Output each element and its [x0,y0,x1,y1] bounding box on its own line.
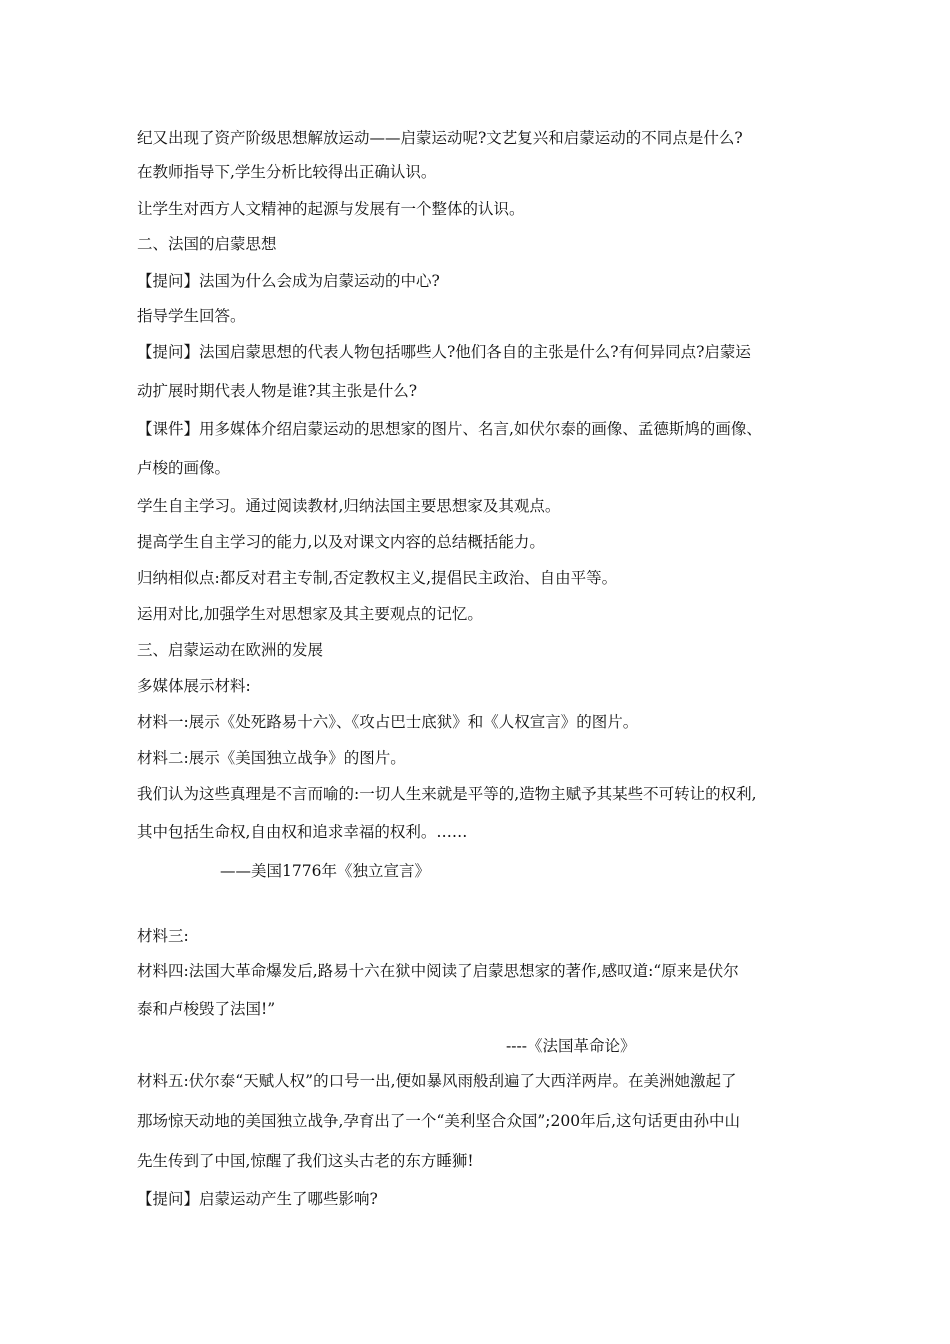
text-line: 【提问】启蒙运动产生了哪些影响? [137,1190,378,1208]
text-line: 运用对比,加强学生对思想家及其主要观点的记忆。 [137,605,483,623]
quote-source: ——美国1776年《独立宣言》 [220,862,430,880]
text-line: 材料四:法国大革命爆发后,路易十六在狱中阅读了启蒙思想家的著作,感叹道:“原来是伏尔 [137,962,739,980]
quote-line: 其中包括生命权,自由权和追求幸福的权利。…… [137,823,468,841]
text-line: 让学生对西方人文精神的起源与发展有一个整体的认识。 [137,200,525,218]
text-line: 【提问】法国启蒙思想的代表人物包括哪些人?他们各自的主张是什么?有何异同点?启蒙运 [137,343,751,361]
text-line: 卢梭的画像。 [137,459,231,477]
quote-line: 我们认为这些真理是不言而喻的:一切人生来就是平等的,造物主赋予其某些不可转让的权利, [137,785,757,803]
text-line: 在教师指导下,学生分析比较得出正确认识。 [137,163,437,181]
section-heading: 三、启蒙运动在欧洲的发展 [137,641,324,659]
text-line: 纪又出现了资产阶级思想解放运动——启蒙运动呢?文艺复兴和启蒙运动的不同点是什么? [137,129,743,147]
text-line: 【提问】法国为什么会成为启蒙运动的中心? [137,272,440,290]
quote-source: ----《法国革命论》 [506,1037,636,1055]
text-line: 【课件】用多媒体介绍启蒙运动的思想家的图片、名言,如伏尔泰的画像、孟德斯鸠的画像、 [137,420,762,438]
text-line: 材料一:展示《处死路易十六》、《攻占巴士底狱》和《人权宣言》的图片。 [137,713,639,731]
text-line: 材料三: [137,927,189,945]
text-line: 多媒体展示材料: [137,677,251,695]
text-line: 指导学生回答。 [137,307,246,325]
text-line: 归纳相似点:都反对君主专制,否定教权主义,提倡民主政治、自由平等。 [137,569,618,587]
text-line: 动扩展时期代表人物是谁?其主张是什么? [137,382,418,400]
text-line: 学生自主学习。通过阅读教材,归纳法国主要思想家及其观点。 [137,497,561,515]
text-line: 先生传到了中国,惊醒了我们这头古老的东方睡狮! [137,1152,474,1170]
section-heading: 二、法国的启蒙思想 [137,235,277,253]
text-line: 材料二:展示《美国独立战争》的图片。 [137,749,406,767]
text-line: 泰和卢梭毁了法国!” [137,1000,276,1018]
text-line: 那场惊天动地的美国独立战争,孕育出了一个“美利坚合众国”;200年后,这句话更由孙中山 [137,1112,741,1130]
text-line: 材料五:伏尔泰“天赋人权”的口号一出,便如暴风雨般刮遍了大西洋两岸。在美洲她激起了 [137,1072,737,1090]
text-line: 提高学生自主学习的能力,以及对课文内容的总结概括能力。 [137,533,545,551]
